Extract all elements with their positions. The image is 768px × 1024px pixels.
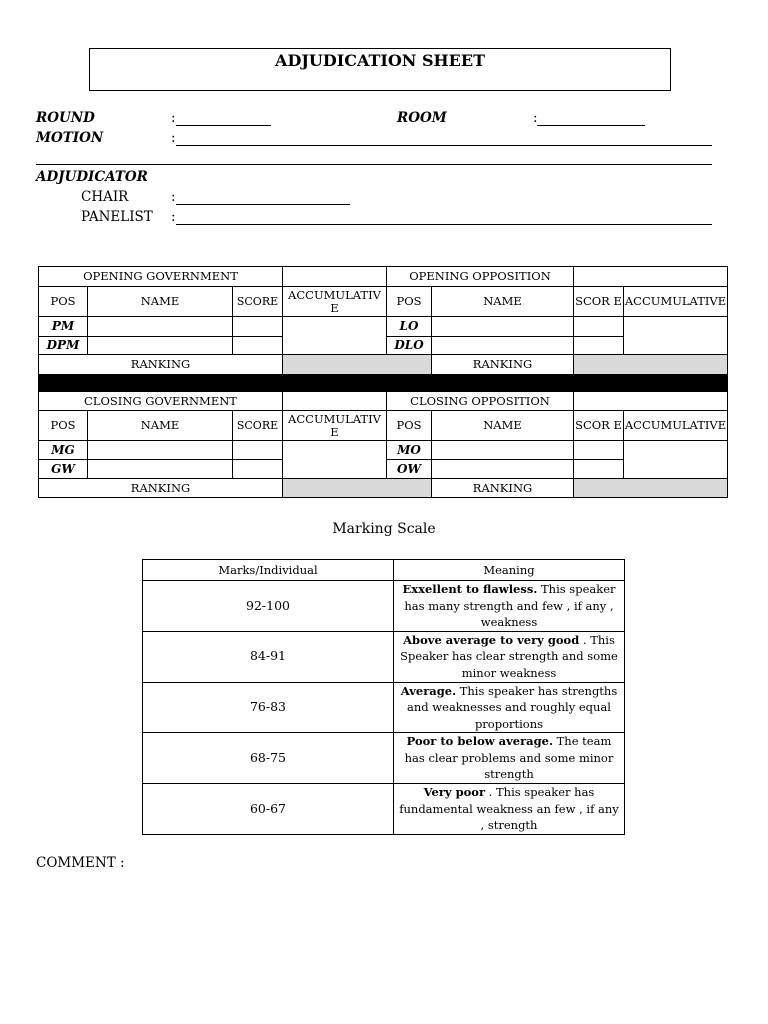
- meaning-column-header: Meaning: [394, 560, 625, 581]
- marks-cell: 76-83: [143, 682, 394, 733]
- meaning-cell: [394, 631, 625, 682]
- cg-accumulative-header: ACCUMULATIV E: [283, 411, 387, 441]
- closing-opposition-header: CLOSING OPPOSITION: [387, 392, 574, 411]
- oo-accumulative-cell[interactable]: [624, 317, 728, 355]
- round-label: ROUND: [36, 110, 95, 126]
- co-name-cell-2[interactable]: [432, 460, 574, 479]
- co-accumulative-header: ACCUMULATIVE: [624, 411, 728, 441]
- meaning-cell: [394, 733, 625, 784]
- marks-cell: 60-67: [143, 784, 394, 835]
- cg-pos-header: POS: [39, 411, 88, 441]
- og-name-cell-2[interactable]: [88, 337, 233, 355]
- cg-score-cell-2[interactable]: [233, 460, 283, 479]
- oo-name-cell-1[interactable]: [432, 317, 574, 337]
- meaning-bold: Average.: [400, 683, 457, 698]
- co-accumulative-cell[interactable]: [624, 441, 728, 479]
- closing-government-header: CLOSING GOVERNMENT: [39, 392, 283, 411]
- cg-score-header: SCORE: [233, 411, 283, 441]
- room-field[interactable]: [537, 125, 645, 126]
- meaning-cell: [394, 682, 625, 733]
- chair-colon: :: [171, 189, 176, 205]
- cg-accumulative-cell[interactable]: [283, 441, 387, 479]
- meaning-cell: [394, 784, 625, 835]
- round-field[interactable]: [176, 125, 271, 126]
- chair-field[interactable]: [176, 204, 350, 205]
- co-pos-1: MO: [387, 441, 432, 460]
- cg-name-header: NAME: [88, 411, 233, 441]
- comment-label: COMMENT :: [36, 855, 125, 871]
- og-pos-2: DPM: [39, 337, 88, 355]
- og-name-cell-1[interactable]: [88, 317, 233, 337]
- meaning-bold: Very poor: [423, 785, 486, 799]
- meaning-bold: Poor to below average.: [406, 734, 553, 749]
- panelist-label: PANELIST: [81, 209, 153, 225]
- og-ranking-label: RANKING: [39, 355, 283, 375]
- og-pos-1: PM: [39, 317, 88, 337]
- cg-ranking-cell[interactable]: [283, 479, 432, 498]
- cg-header-blank: [283, 392, 387, 411]
- marking-scale-table: [142, 559, 625, 835]
- co-ranking-cell[interactable]: [574, 479, 728, 498]
- og-header-blank: [283, 267, 387, 287]
- marks-cell: 84-91: [143, 631, 394, 682]
- opening-opposition-header: OPENING OPPOSITION: [387, 267, 574, 287]
- motion-label: MOTION: [36, 130, 104, 146]
- meaning-text: This speaker has many strength and few , if any , weakness: [404, 582, 616, 629]
- og-score-header: SCORE: [233, 287, 283, 317]
- meaning-text: . This speaker has fundamental weakness an few , if any , strength: [399, 785, 619, 832]
- motion-colon: :: [171, 130, 176, 146]
- score-table: [38, 266, 728, 498]
- opening-government-header: OPENING GOVERNMENT: [39, 267, 283, 287]
- room-colon: :: [533, 110, 538, 126]
- oo-accumulative-header: ACCUMULATIVE: [624, 287, 728, 317]
- marks-cell: 68-75: [143, 733, 394, 784]
- room-label: ROOM: [397, 110, 447, 126]
- cg-name-cell-1[interactable]: [88, 441, 233, 460]
- og-score-cell-1[interactable]: [233, 317, 283, 337]
- comment-area[interactable]: [36, 876, 712, 1006]
- cg-ranking-label: RANKING: [39, 479, 283, 498]
- og-score-cell-2[interactable]: [233, 337, 283, 355]
- adjudicator-label: ADJUDICATOR: [36, 169, 148, 185]
- og-accumulative-cell[interactable]: [283, 317, 387, 355]
- meaning-text: . This Speaker has clear strength and some minor weakness: [400, 632, 618, 680]
- oo-score-cell-2[interactable]: [574, 337, 624, 355]
- cg-name-cell-2[interactable]: [88, 460, 233, 479]
- co-name-cell-1[interactable]: [432, 441, 574, 460]
- co-score-cell-1[interactable]: [574, 441, 624, 460]
- oo-score-header: SCOR E: [574, 287, 624, 317]
- oo-pos-1: LO: [387, 317, 432, 337]
- round-colon: :: [171, 110, 176, 126]
- oo-pos-header: POS: [387, 287, 432, 317]
- oo-ranking-cell[interactable]: [574, 355, 728, 375]
- motion-field-continued[interactable]: [36, 164, 712, 165]
- cg-pos-2: GW: [39, 460, 88, 479]
- co-ranking-label: RANKING: [432, 479, 574, 498]
- table-divider: [39, 375, 728, 392]
- meaning-text: This speaker has strengths and weaknesses and roughly equal proportions: [407, 683, 618, 731]
- oo-ranking-label: RANKING: [432, 355, 574, 375]
- panelist-colon: :: [171, 209, 176, 225]
- co-score-cell-2[interactable]: [574, 460, 624, 479]
- og-pos-header: POS: [39, 287, 88, 317]
- marks-cell: 92-100: [143, 581, 394, 632]
- oo-score-cell-1[interactable]: [574, 317, 624, 337]
- co-header-blank: [574, 392, 728, 411]
- oo-pos-2: DLO: [387, 337, 432, 355]
- co-score-header: SCOR E: [574, 411, 624, 441]
- co-pos-2: OW: [387, 460, 432, 479]
- meaning-text: The team has clear problems and some minor strength: [404, 734, 614, 782]
- co-name-header: NAME: [432, 411, 574, 441]
- co-pos-header: POS: [387, 411, 432, 441]
- cg-score-cell-1[interactable]: [233, 441, 283, 460]
- motion-field[interactable]: [176, 145, 712, 146]
- og-name-header: NAME: [88, 287, 233, 317]
- meaning-cell: [394, 581, 625, 632]
- og-ranking-cell[interactable]: [283, 355, 432, 375]
- meaning-bold: Exxellent to flawless.: [402, 582, 538, 596]
- marks-column-header: Marks/Individual: [143, 560, 394, 581]
- oo-name-cell-2[interactable]: [432, 337, 574, 355]
- oo-name-header: NAME: [432, 287, 574, 317]
- meaning-bold: Above average to very good: [403, 632, 580, 647]
- oo-header-blank: [574, 267, 728, 287]
- chair-label: CHAIR: [81, 189, 129, 205]
- og-accumulative-header: ACCUMULATIV E: [283, 287, 387, 317]
- cg-pos-1: MG: [39, 441, 88, 460]
- panelist-field[interactable]: [176, 224, 712, 225]
- sheet-title: ADJUDICATION SHEET: [89, 48, 671, 91]
- marking-scale-title: Marking Scale: [332, 521, 436, 537]
